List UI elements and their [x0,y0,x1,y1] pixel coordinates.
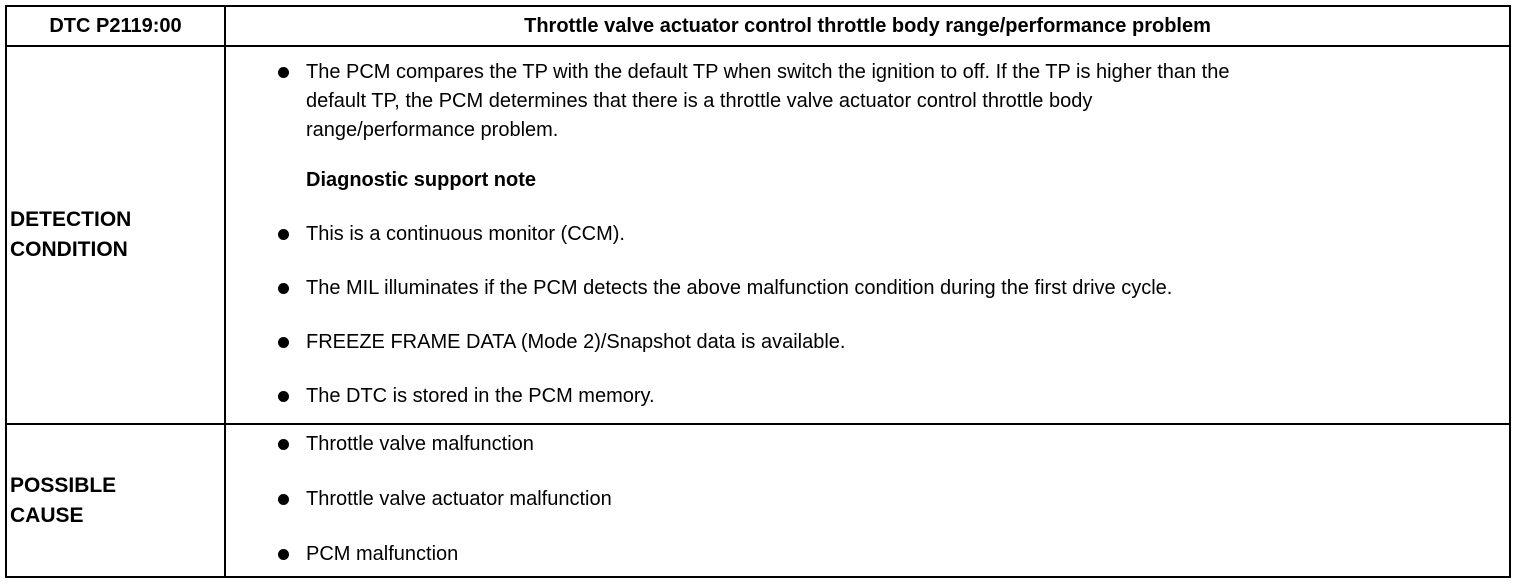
list-item: Throttle valve malfunction [226,430,1509,459]
main-bullet-line2: default TP, the PCM determines that there is a throttle valve actuator control throttle body [306,90,1093,112]
main-bullet-line1: The PCM compares the TP with the default TP when switch the ignition to off. If the TP is higher than the [306,61,1230,83]
bullet-icon [278,67,289,78]
main-bullet-line3: range/performance problem. [306,119,559,141]
header-row [6,6,1510,46]
bullet-icon [278,494,289,505]
bullet-icon [278,391,289,402]
detection-condition-label [6,46,225,424]
list-item: Throttle valve actuator malfunction [226,485,1509,514]
diagnostic-support-heading: Diagnostic support note [306,169,536,191]
detection-main-bullet [226,58,1509,145]
detection-row [6,46,1510,424]
cause-label-line2: CAUSE [10,503,84,527]
list-item: The DTC is stored in the PCM memory. [226,382,1509,411]
cause-label-line1: POSSIBLE [10,473,117,497]
list-item: The MIL illuminates if the PCM detects the above malfunction condition during the first drive cycle. [226,274,1509,303]
possible-cause-list [226,430,1509,569]
possible-cause-content [225,424,1510,577]
bullet-icon [278,439,289,450]
bullet-icon [278,283,289,294]
dtc-code: DTC P2119:00 [6,6,225,46]
list-item: PCM malfunction [226,540,1509,569]
detection-main-list [226,58,1509,145]
detection-label-line1: DETECTION [10,208,132,231]
possible-cause-label [6,424,225,577]
detection-label-line2: CONDITION [10,238,128,261]
list-item: This is a continuous monitor (CCM). [226,220,1509,249]
list-item: FREEZE FRAME DATA (Mode 2)/Snapshot data is available. [226,328,1509,357]
dtc-table [5,5,1511,578]
dtc-title: Throttle valve actuator control throttle body range/performance problem [225,6,1510,46]
bullet-icon [278,337,289,348]
possible-cause-row [6,424,1510,577]
bullet-icon [278,229,289,240]
diagnostic-notes-list [226,220,1509,411]
detection-condition-content [225,46,1510,424]
bullet-icon [278,549,289,560]
